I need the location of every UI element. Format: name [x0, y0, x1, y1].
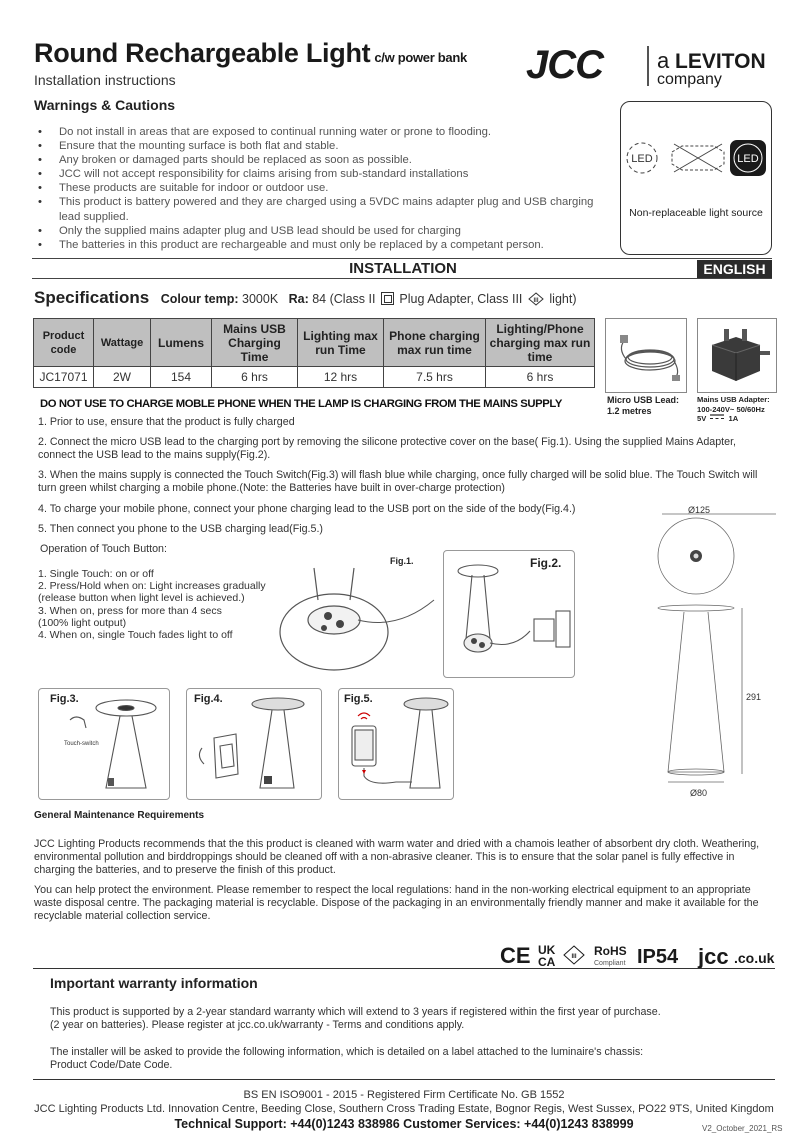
cell-combined-run: 6 hrs [486, 367, 595, 388]
list-item: • This product is battery powered and they are charged using a 5VDC mains adapter plug and USB charging lead supplied. [38, 195, 598, 223]
specifications-table [33, 318, 595, 388]
installation-title: INSTALLATION [349, 260, 457, 277]
jcc-leviton-logo [526, 42, 776, 88]
fig2-label: Fig.2. [530, 556, 562, 570]
list-item: • Do not install in areas that are exposed to continual running water or prone to flooding. [38, 125, 598, 139]
crossed-bulb-icon [672, 144, 724, 172]
led-symbols [620, 130, 772, 186]
rohs-mark: RoHS [594, 944, 627, 958]
operation-heading: Operation of Touch Button: [40, 543, 167, 555]
table-header-row [34, 319, 595, 367]
usb-adapter-caption: Mains USB Adapter: 100-240V~ 50/60Hz 5V 1A [697, 395, 770, 424]
list-item: • The batteries in this product are rechargeable and must only be replaced by a competant person. [38, 238, 598, 252]
col-combined-run: Lighting/Phone charging max run time [486, 319, 595, 367]
col-lumens: Lumens [151, 319, 212, 367]
footer-certificate: BS EN ISO9001 - 2015 - Registered Firm Certificate No. GB 1552 [243, 1089, 565, 1101]
svg-text:III: III [533, 298, 539, 304]
touch-switch-note: Touch-switch [64, 741, 99, 747]
fig5-label: Fig.5. [344, 693, 373, 705]
col-wattage: Wattage [94, 319, 151, 367]
fig2-illustration [444, 551, 574, 677]
height-label: 291 [746, 692, 762, 702]
usb-lead-image [605, 318, 687, 393]
cell-wattage: 2W [94, 367, 151, 388]
col-lighting-run: Lighting max run Time [298, 319, 384, 367]
col-charging-time: Mains USB Charging Time [212, 319, 298, 367]
document-title: Round Rechargeable Light c/w power bank [34, 38, 467, 68]
operation-list [38, 568, 278, 641]
document-subtitle: Installation instructions [34, 72, 176, 88]
top-diameter-label: Ø125 [688, 505, 711, 515]
footer-address: JCC Lighting Products Ltd. Innovation Centre, Beeding Close, Southern Cross Trading Estate, Bognor Regis, West Sussex, PO22 9TS, United Kingdom [34, 1103, 774, 1115]
light-source-caption: Non-replaceable light source [629, 207, 763, 219]
col-product-code: Product code [34, 319, 94, 367]
step-1: 1. Prior to use, ensure that the product is fully charged [38, 416, 295, 428]
list-item: • Ensure that the mounting surface is both flat and stable. [38, 139, 598, 153]
class3-mark-icon [564, 946, 584, 964]
cell-lighting-run: 12 hrs [298, 367, 384, 388]
step-5: 5. Then connect you phone to the USB charging lead(Fig.5.) [38, 523, 323, 535]
website-main: jcc [698, 944, 729, 969]
cell-charging-time: 6 hrs [212, 367, 298, 388]
warranty-line-1: This product is supported by a 2-year standard warranty which will extend to 3 years if registered within the first year of purchase. [50, 1006, 661, 1018]
list-item: 2. Press/Hold when on: Light increases gradually [38, 580, 266, 593]
list-item: (release button when light level is achieved.) [38, 592, 245, 605]
fig3-label: Fig.3. [50, 693, 79, 705]
warranty-line-3: The installer will be asked to provide the following information, which is detailed on a label attached to the luminaire's chassis: [50, 1046, 644, 1058]
svg-text:LED: LED [737, 153, 759, 165]
usb-adapter-icon [698, 319, 776, 392]
class3-icon [528, 292, 544, 306]
list-item: 4. When on, single Touch fades light to off [38, 629, 233, 642]
rohs-sub: Compliant [594, 960, 626, 967]
ukca-mark-bottom: CA [538, 955, 556, 969]
list-item: • Only the supplied mains adapter plug and USB lead should be used for charging [38, 224, 598, 238]
usb-lead-caption: Micro USB Lead: 1.2 metres [607, 395, 680, 416]
document-version: V2_October_2021_RS [702, 1124, 783, 1133]
table-row [34, 367, 595, 388]
fig1-illustration [278, 560, 436, 678]
base-diameter-label: Ø80 [690, 788, 708, 798]
language-badge: ENGLISH [697, 260, 772, 278]
charging-warning: DO NOT USE TO CHARGE MOBLE PHONE WHEN THE LAMP IS CHARGING FROM THE MAINS SUPPLY [40, 398, 562, 410]
class2-icon [381, 292, 394, 305]
replaceable-led-icon [627, 143, 657, 173]
svg-text:LED: LED [631, 153, 653, 165]
brand-company: company [657, 71, 722, 88]
warranty-line-2: (2 year on batteries). Please register at jcc.co.uk/warranty - Terms and conditions apply. [50, 1019, 465, 1031]
list-item: • These products are suitable for indoor or outdoor use. [38, 181, 598, 195]
warnings-list [38, 125, 598, 252]
list-item: (100% light output) [38, 616, 127, 629]
warranty-heading: Important warranty information [50, 975, 258, 991]
cell-phone-run: 7.5 hrs [384, 367, 486, 388]
warranty-line-4: Product Code/Date Code. [50, 1059, 173, 1071]
step-2: 2. Connect the micro USB lead to the charging port by removing the silicone protective cover on the base( Fig.1). Using the supplied Mains Adapter, connect the USB lead to the mains supply(Fig.2). [38, 436, 737, 461]
specifications-line: Specifications Colour temp: 3000K Ra: 84 (Class II Plug Adapter, Class III III light) [34, 288, 577, 307]
non-replaceable-led-icon [730, 140, 766, 176]
fig4-illustration [188, 690, 320, 798]
dimension-drawing [654, 500, 784, 800]
fig3-illustration [40, 690, 168, 798]
website-suffix: .co.uk [734, 950, 775, 966]
usb-adapter-image [697, 318, 777, 393]
ukca-mark-top: UK [538, 943, 556, 957]
footer-contact: Technical Support: +44(0)1243 838986 Customer Services: +44(0)1243 838999 [174, 1117, 634, 1131]
fig4-label: Fig.4. [194, 693, 223, 705]
ip-rating: IP54 [637, 946, 679, 968]
brand-a: a [657, 48, 670, 73]
usb-lead-icon [606, 319, 686, 392]
title-suffix: c/w power bank [374, 50, 467, 65]
list-item: • Any broken or damaged parts should be replaced as soon as possible. [38, 153, 598, 167]
maintenance-paragraph-1: JCC Lighting Products recommends that the this product is cleaned with warm water and dried with a chamois leather of absorbent dry cloth. Weathering, environmental pollution and birddroppings should be cleaned off with a non-abrasive cleaner. This is to ensure that the solar panel is fully effective in charging the batteries, and to preserve the finish of this product. [34, 838, 760, 876]
step-3: 3. When the mains supply is connected the Touch Switch(Fig.3) will flash blue while charging, once fully charged will be solid blue. The Touch Switch will turn green whilst charging a mobile phone.(Note: the Batteries have built in over-charge protection) [38, 469, 758, 494]
list-item: 3. When on, press for more than 4 secs [38, 604, 222, 617]
certification-marks [500, 938, 782, 970]
svg-text:III: III [571, 954, 577, 960]
maintenance-paragraph-2: You can help protect the environment. Please remember to respect the local regulations: hand in the non-working electrical equipment to an appropriate waste disposal centre. The packaging material is recyclable. Dispose of the packaging in an environmentally friendly manner and make it available for the recyclable material collection service. [34, 884, 759, 922]
step-4: 4. To charge your mobile phone, connect your phone charging lead to the USB port on the side of the body(Fig.4.) [38, 503, 576, 515]
fig1-label: Fig.1. [390, 556, 414, 566]
list-item: 1. Single Touch: on or off [38, 568, 154, 580]
brand-jcc: JCC [526, 43, 604, 87]
cell-lumens: 154 [151, 367, 212, 388]
cell-product-code: JC17071 [34, 367, 94, 388]
brand-leviton: LEVITON [675, 50, 766, 73]
fig5-illustration [340, 690, 452, 798]
maintenance-heading: General Maintenance Requirements [34, 810, 205, 821]
col-phone-run: Phone charging max run time [384, 319, 486, 367]
specifications-heading: Specifications [34, 288, 150, 307]
ce-mark: CE [500, 943, 531, 968]
list-item: • JCC will not accept responsibility for claims arising from sub-standard installations [38, 167, 598, 181]
warnings-heading: Warnings & Cautions [34, 97, 176, 113]
